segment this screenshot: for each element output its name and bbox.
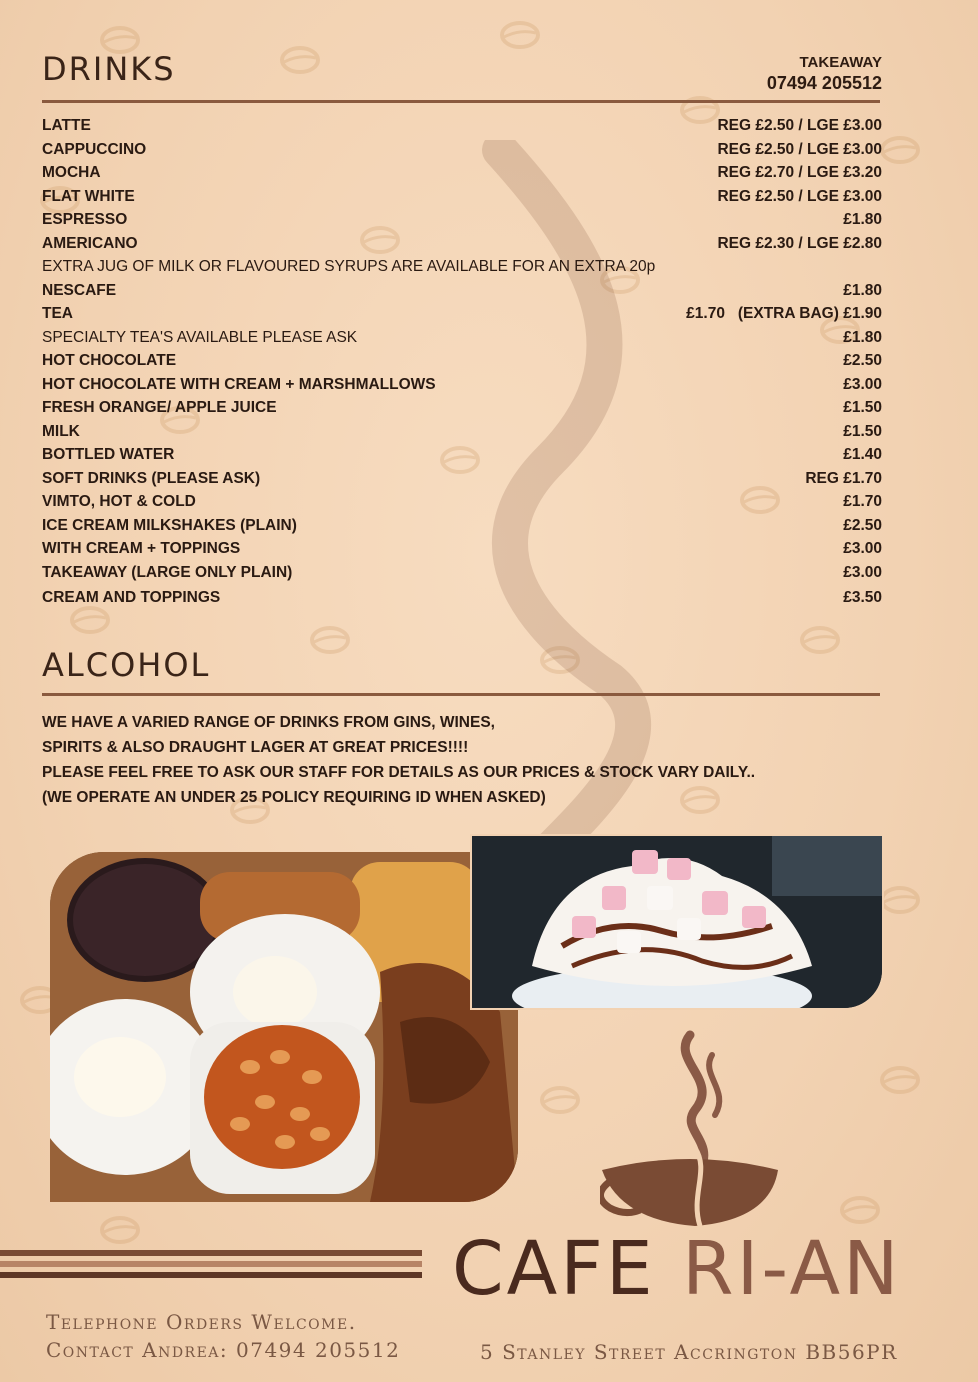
item-price: £1.80 [843, 328, 882, 346]
menu-row [42, 491, 882, 515]
drinks-divider [42, 100, 880, 103]
item-name: ESPRESSO [42, 211, 128, 228]
takeaway-label: TAKEAWAY [799, 54, 882, 71]
item-name: TEA [42, 305, 73, 322]
item-price: £1.80 [843, 211, 882, 228]
item-name: SOFT DRINKS (PLEASE ASK) [42, 469, 261, 487]
item-note: EXTRA JUG OF MILK OR FLAVOURED SYRUPS ARE AVAILABLE FOR AN EXTRA 20p [42, 258, 656, 275]
cafe-brand-name [452, 1226, 901, 1312]
alcohol-line: PLEASE FEEL FREE TO ASK OUR STAFF FOR DETAILS AS OUR PRICES & STOCK VARY DAILY.. [42, 764, 756, 781]
item-price: REG £2.30 / LGE £2.80 [717, 234, 882, 252]
item-price: £2.50 [843, 516, 882, 534]
item-name: VIMTO, HOT & COLD [42, 493, 196, 510]
menu-row [42, 397, 882, 421]
stripe [0, 1261, 422, 1267]
item-name: MILK [42, 422, 80, 440]
alcohol-line: SPIRITS & ALSO DRAUGHT LAGER AT GREAT PRICES!!!! [42, 739, 469, 756]
menu-row [42, 421, 882, 445]
address-text: 5 Stanley Street Accrington BB56PR [480, 1340, 898, 1364]
alcohol-divider [42, 693, 880, 696]
menu-row [42, 186, 882, 210]
drinks-menu [42, 115, 882, 610]
menu-row [42, 374, 882, 398]
breakfast-photo [50, 852, 518, 1202]
item-price: £3.00 [843, 375, 882, 393]
item-name: TAKEAWAY (LARGE ONLY PLAIN) [42, 563, 293, 581]
item-name: WITH CREAM + TOPPINGS [42, 540, 241, 557]
item-name: MOCHA [42, 164, 101, 181]
telephone-orders-text: Telephone Orders Welcome. [46, 1310, 357, 1334]
item-name: NESCAFE [42, 281, 117, 299]
item-price: REG £2.50 / LGE £3.00 [717, 140, 882, 158]
item-price: £2.50 [843, 352, 882, 369]
item-price: REG £2.70 / LGE £3.20 [717, 164, 882, 181]
item-name: FLAT WHITE [42, 187, 135, 205]
item-price: £1.50 [843, 422, 882, 440]
alcohol-heading: ALCOHOL [42, 646, 211, 684]
item-name: BOTTLED WATER [42, 446, 175, 463]
item-name: ICE CREAM MILKSHAKES (PLAIN) [42, 516, 297, 534]
item-name: HOT CHOCOLATE [42, 352, 177, 369]
menu-row [42, 303, 882, 327]
item-name: CAPPUCCINO [42, 140, 147, 158]
alcohol-description [42, 710, 755, 810]
item-price: £3.00 [843, 563, 882, 581]
item-price: £1.70 [843, 493, 882, 510]
item-name: LATTE [42, 117, 91, 134]
stripe [0, 1250, 422, 1256]
decorative-stripes [0, 1250, 422, 1283]
menu-note-row [42, 256, 882, 280]
item-name: CREAM AND TOPPINGS [42, 588, 221, 606]
hot-chocolate-photo [470, 834, 884, 1010]
item-name: HOT CHOCOLATE WITH CREAM + MARSHMALLOWS [42, 375, 436, 393]
item-price: £1.50 [843, 399, 882, 416]
menu-row [42, 444, 882, 468]
takeaway-info [767, 54, 882, 94]
menu-row [42, 233, 882, 257]
menu-row [42, 209, 882, 233]
menu-row [42, 538, 882, 562]
contact-text: Contact Andrea: 07494 205512 [46, 1338, 401, 1362]
menu-row [42, 468, 882, 492]
menu-row [42, 587, 882, 611]
alcohol-line: WE HAVE A VARIED RANGE OF DRINKS FROM GINS, WINES, [42, 714, 495, 731]
item-price: £3.50 [843, 588, 882, 606]
item-price: £1.40 [843, 446, 882, 463]
brand-part1: CAFE [452, 1226, 656, 1312]
takeaway-phone: 07494 205512 [766, 73, 882, 93]
menu-row [42, 139, 882, 163]
stripe [0, 1272, 422, 1278]
item-price: REG £2.50 / LGE £3.00 [717, 187, 882, 205]
drinks-heading: DRINKS [42, 50, 176, 88]
menu-row [42, 562, 882, 587]
item-price: £1.80 [843, 281, 882, 299]
alcohol-line: (WE OPERATE AN UNDER 25 POLICY REQUIRING ID WHEN ASKED) [42, 789, 546, 806]
menu-row [42, 515, 882, 539]
item-price: REG £1.70 [805, 469, 882, 487]
item-name: FRESH ORANGE/ APPLE JUICE [42, 399, 277, 416]
item-price: £3.00 [843, 540, 882, 557]
menu-row [42, 350, 882, 374]
brand-part2: RI-AN [682, 1226, 902, 1312]
menu-note-row [42, 327, 882, 351]
item-note: SPECIALTY TEA'S AVAILABLE PLEASE ASK [42, 328, 358, 346]
item-price: £1.70 (EXTRA BAG) £1.90 [686, 305, 882, 322]
item-price: REG £2.50 / LGE £3.00 [717, 117, 882, 134]
item-name: AMERICANO [42, 234, 138, 252]
menu-row [42, 280, 882, 304]
menu-row [42, 162, 882, 186]
menu-row [42, 115, 882, 139]
coffee-cup-logo-icon [600, 1030, 785, 1235]
